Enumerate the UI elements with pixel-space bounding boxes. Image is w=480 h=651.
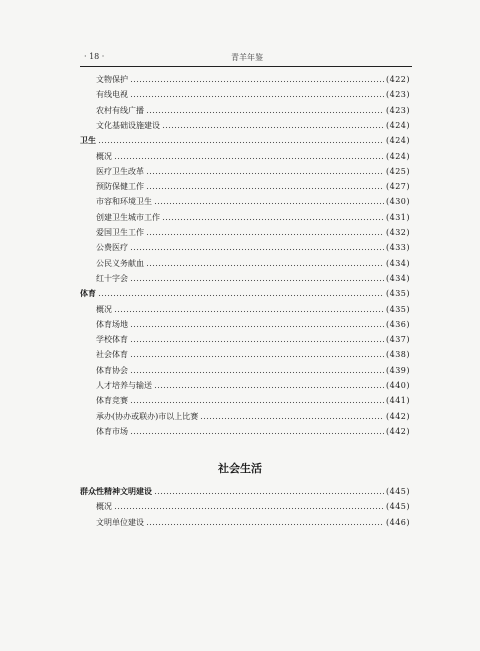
toc-entry-page: (442)	[385, 426, 410, 436]
toc-entry-page: (434)	[385, 258, 410, 268]
toc-entry-page: (441)	[385, 396, 410, 406]
toc-entry-page: (438)	[385, 350, 410, 360]
book-title: 青羊年鉴	[231, 53, 263, 62]
dot-leader	[130, 371, 384, 374]
toc-entry-label: 公民义务献血	[96, 258, 144, 268]
toc-entry-label: 承办(协办或联办)市以上比赛	[96, 411, 199, 421]
toc-entry-page: (425)	[385, 166, 410, 176]
toc-entry	[96, 85, 410, 100]
toc-entry-page: (446)	[385, 517, 410, 527]
toc-entry	[96, 70, 410, 85]
dot-leader	[114, 157, 384, 160]
toc-entry	[96, 223, 410, 238]
toc-entry-label: 医疗卫生改革	[96, 166, 144, 176]
toc-entry-page: (423)	[385, 105, 410, 115]
toc-entry-page: (424)	[385, 120, 410, 130]
toc-entry-label: 体育	[80, 289, 96, 299]
toc-entry	[96, 391, 410, 406]
dot-leader	[114, 507, 384, 510]
toc-entry-page: (436)	[385, 319, 410, 329]
toc-entry-page: (431)	[385, 212, 410, 222]
toc-entry-label: 市容和环境卫生	[96, 197, 152, 207]
toc-entry-label: 农村有线广播	[96, 105, 144, 115]
toc-entry-page: (423)	[385, 90, 410, 100]
toc-entry-page: (424)	[385, 151, 410, 161]
toc-entry-page: (434)	[385, 273, 410, 283]
dot-leader	[130, 340, 384, 343]
toc-entry-page: (433)	[385, 243, 410, 253]
toc-entry	[96, 269, 410, 284]
toc-entry	[96, 513, 410, 528]
dot-leader	[146, 172, 384, 175]
toc-entry-label: 体育场地	[96, 319, 128, 329]
toc-entry	[96, 147, 410, 162]
toc-entry-page: (435)	[385, 289, 410, 299]
toc-entry-label: 学校体育	[96, 335, 128, 345]
toc-entry-label: 红十字会	[96, 273, 128, 283]
dot-leader	[98, 141, 384, 144]
toc-entry-label: 预防保健工作	[96, 182, 144, 192]
dot-leader	[162, 126, 384, 129]
toc-entry	[96, 345, 410, 360]
toc-section-entry	[80, 482, 410, 497]
toc-entry	[96, 315, 410, 330]
dot-leader	[154, 386, 384, 389]
dot-leader	[130, 432, 384, 435]
toc-entry	[96, 177, 410, 192]
toc-entry-label: 文物保护	[96, 75, 128, 84]
dot-leader	[130, 279, 384, 282]
toc-entry	[96, 254, 410, 269]
dot-leader	[162, 218, 384, 221]
dot-leader	[130, 80, 384, 83]
toc-entry-page: (432)	[385, 228, 410, 237]
toc-entry-label: 文化基础设施建设	[96, 120, 160, 130]
toc-entry-page: (437)	[385, 335, 410, 345]
dot-leader	[146, 264, 384, 267]
toc-entry-page: (430)	[385, 197, 410, 207]
toc-entry	[96, 238, 410, 253]
running-header	[84, 52, 410, 66]
toc-entry-label: 有线电视	[96, 90, 128, 100]
dot-leader	[146, 111, 384, 114]
toc-entry-label: 文明单位建设	[96, 517, 144, 527]
dot-leader	[98, 294, 384, 297]
toc-entry	[96, 116, 410, 131]
dot-leader	[146, 233, 384, 236]
toc-entry-page: (445)	[385, 487, 410, 496]
toc-entry-label: 概况	[96, 151, 112, 161]
page-number: · 18 ·	[84, 52, 105, 61]
toc-entry	[96, 330, 410, 345]
dot-leader	[130, 95, 384, 98]
dot-leader	[130, 248, 384, 251]
toc-entry-label: 社会体育	[96, 350, 128, 360]
toc-entry-page: (422)	[385, 75, 410, 84]
toc-section-entry	[80, 284, 410, 299]
toc-entry-label: 概况	[96, 304, 112, 314]
toc-entry-page: (435)	[385, 304, 410, 314]
toc-entry-page: (445)	[385, 502, 410, 512]
toc-entry-page: (440)	[385, 381, 410, 390]
toc-entry-label: 创建卫生城市工作	[96, 212, 160, 222]
toc-entry-label: 人才培养与输送	[96, 381, 152, 390]
toc-entry-page: (442)	[385, 411, 410, 421]
toc-entry-page: (424)	[385, 136, 410, 146]
toc-entry-label: 爱国卫生工作	[96, 228, 144, 237]
part-title: 社会生活	[218, 462, 262, 475]
toc-entry-label: 体育市场	[96, 426, 128, 436]
toc-section-entry	[80, 131, 410, 146]
dot-leader	[146, 523, 384, 526]
dot-leader	[154, 202, 384, 205]
dot-leader	[130, 401, 384, 404]
toc-entry	[96, 300, 410, 315]
toc-entry	[96, 192, 410, 207]
toc-entry	[96, 497, 410, 512]
dot-leader	[130, 325, 384, 328]
toc-entry	[96, 407, 410, 422]
toc-entry-label: 公费医疗	[96, 243, 128, 253]
toc-entry	[96, 422, 410, 437]
dot-leader	[200, 417, 384, 420]
toc-entry-label: 体育协会	[96, 365, 128, 375]
toc-entry-label: 概况	[96, 502, 112, 512]
toc-entry	[96, 162, 410, 177]
toc-entry-label: 卫生	[80, 136, 96, 146]
toc-entry-label: 体育竞赛	[96, 396, 128, 406]
header-rule	[80, 66, 412, 67]
toc-entry-page: (427)	[385, 182, 410, 192]
toc-entry	[96, 101, 410, 116]
toc-entry-label: 群众性精神文明建设	[80, 487, 152, 496]
toc-entry	[96, 208, 410, 223]
dot-leader	[154, 492, 384, 495]
dot-leader	[130, 355, 384, 358]
toc-entry	[96, 361, 410, 376]
dot-leader	[146, 187, 384, 190]
toc-entry-page: (439)	[385, 365, 410, 375]
toc-entry	[96, 376, 410, 391]
dot-leader	[114, 310, 384, 313]
